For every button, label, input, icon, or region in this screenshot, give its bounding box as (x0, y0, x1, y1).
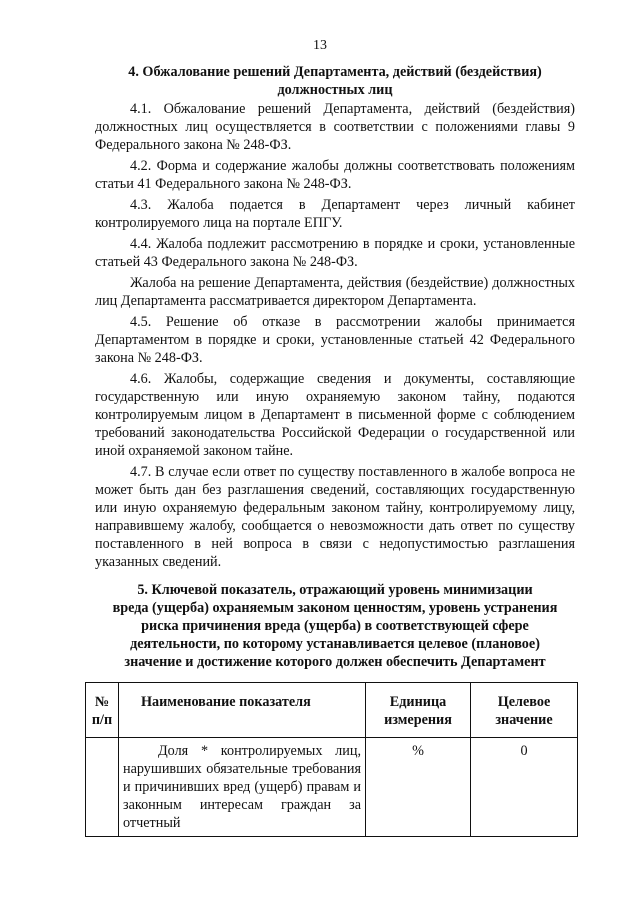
section-5-title-line: деятельности, по которому устанавливается целевое (плановое) (130, 636, 540, 652)
header-number (86, 683, 119, 738)
section-5-title (95, 581, 575, 671)
section-4-title-line: должностных лиц (277, 82, 393, 98)
paragraph-4-4-complaint: Жалоба на решение Департамента, действия (бездействие) должностных лиц Департамента рассматривается директором Департамента. (95, 275, 575, 309)
header-target-value (471, 683, 578, 738)
key-indicator-table (85, 682, 578, 837)
section-5-title-line: значение и достижение которого должен обеспечить Департамент (124, 654, 546, 670)
paragraph-4-6: 4.6. Жалобы, содержащие сведения и документы, составляющие государственную или иную охраняемую законом тайну, подаются контролируемым лицом в Департамент в письменной форме с соблюдением требований законодательства Российской Федерации о государственной или иной охраняемой законом тайне. (95, 371, 575, 459)
section-4-title (95, 63, 575, 99)
header-indicator-name: Наименование показателя (119, 683, 366, 738)
paragraph-4-3: 4.3. Жалоба подается в Департамент через личный кабинет контролируемого лица на портале ЕПГУ. (95, 197, 575, 231)
table-header-row (86, 683, 578, 738)
header-target-line: значение (495, 712, 553, 728)
header-unit (366, 683, 471, 738)
header-number-line: п/п (91, 712, 113, 728)
row-unit: % (366, 738, 471, 837)
paragraph-4-1: 4.1. Обжалование решений Департамента, действий (бездействия) должностных лиц осуществляется в соответствии с положениями главы 9 Федерального закона № 248-ФЗ. (95, 101, 575, 153)
row-target-value: 0 (471, 738, 578, 837)
paragraph-4-7: 4.7. В случае если ответ по существу поставленного в жалобе вопроса не может быть дан без разглашения сведений, составляющих государственную или иную охраняемую федеральным законом тайну, контролируемому лицу, направившему жалобу, сообщается о невозможности дать ответ по существу поставленного в ней вопроса в связи с недопустимостью разглашения указанных сведений. (95, 464, 575, 570)
section-4-body (95, 100, 575, 574)
section-5-title-line: 5. Ключевой показатель, отражающий уровень минимизации (137, 582, 533, 598)
paragraph-4-2: 4.2. Форма и содержание жалобы должны соответствовать положениям статьи 41 Федерального закона № 248-ФЗ. (95, 158, 575, 192)
section-5-title-line: вреда (ущерба) охраняемым законом ценностям, уровень устранения (112, 600, 558, 616)
paragraph-4-5: 4.5. Решение об отказе в рассмотрении жалобы принимается Департаментом в порядке и сроки, установленные статьей 42 Федерального закона № 248-ФЗ. (95, 314, 575, 366)
header-unit-line: измерения (384, 712, 452, 728)
header-number-line: № (94, 694, 110, 710)
table-row (86, 738, 578, 837)
row-indicator-name: Доля * контролируемых лиц, нарушивших обязательные требования и причинивших вред (ущерб) правам и законным интересам граждан за отчетный (119, 738, 366, 837)
section-5-title-line: риска причинения вреда (ущерба) в соответствующей сфере (141, 618, 529, 634)
row-number (86, 738, 119, 837)
section-4-title-line: 4. Обжалование решений Департамента, действий (бездействия) (128, 64, 542, 80)
header-unit-line: Единица (389, 694, 447, 710)
header-target-line: Целевое (497, 694, 551, 710)
page-number: 13 (313, 38, 327, 53)
paragraph-4-4: 4.4. Жалоба подлежит рассмотрению в порядке и сроки, установленные статьей 43 Федерального закона № 248-ФЗ. (95, 236, 575, 270)
